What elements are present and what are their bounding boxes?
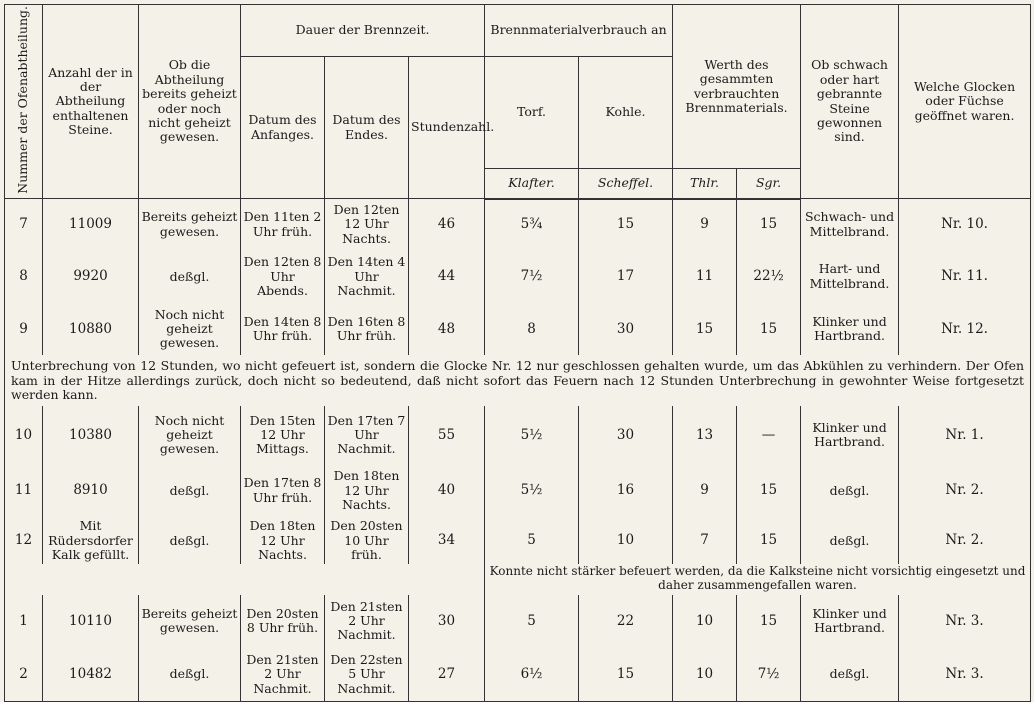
header-burn-quality: Ob schwach oder hart gebrannte Steine gewonnen sind.: [801, 5, 899, 199]
header-duration: Dauer der Brennzeit.: [241, 5, 485, 57]
end-date: Den 17ten 7 Uhr Nachmit.: [325, 406, 409, 464]
peat-amount: 6½: [485, 648, 579, 702]
stone-count: 10380: [43, 406, 139, 464]
bell-number: Nr. 3.: [899, 595, 1031, 649]
limestone-note: Konnte nicht stärker befeuert werden, da die Kalksteine nicht vorsichtig eingesetzt und daher zusammengefallen waren.: [485, 564, 1031, 594]
heated-status: Bereits geheizt gewesen.: [139, 595, 241, 649]
header-peat: Torf.: [485, 57, 579, 169]
header-hours: Stundenzahl.: [409, 57, 485, 199]
stone-count: 10482: [43, 648, 139, 702]
start-date: Den 17ten 8 Uhr früh.: [241, 464, 325, 518]
interruption-note: Unterbrechung von 12 Stunden, wo nicht gefeuert ist, sondern die Glocke Nr. 12 nur geschlossen gehalten wurde, um das Abkühlen zu verhindern. Der Ofen kam in der Hitze allerdings zurück, doch nicht so bedeutend, daß nicht sofort das Feuern nach 12 Stunden Unterbrechung in gewohnter Weise fortgesetzt werden kann.: [5, 355, 1031, 406]
oven-number: 10: [5, 406, 43, 464]
header-fuel: Brennmaterialverbrauch an: [485, 5, 673, 57]
peat-amount: 5: [485, 595, 579, 649]
burn-quality: deßgl.: [801, 518, 899, 564]
oven-number: 7: [5, 199, 43, 250]
value-thlr: 13: [673, 406, 737, 464]
heated-status: deßgl.: [139, 464, 241, 518]
stone-count: Mit Rüdersdorfer Kalk gefüllt.: [43, 518, 139, 564]
value-sgr: 15: [737, 518, 801, 564]
header-start-date: Datum des Anfanges.: [241, 57, 325, 199]
hours: 40: [409, 464, 485, 518]
end-date: Den 21sten 2 Uhr Nachmit.: [325, 595, 409, 649]
burn-quality: Schwach- und Mittelbrand.: [801, 199, 899, 250]
value-thlr: 11: [673, 250, 737, 304]
coal-amount: 15: [579, 648, 673, 702]
end-date: Den 16ten 8 Uhr früh.: [325, 304, 409, 355]
start-date: Den 15ten 12 Uhr Mittags.: [241, 406, 325, 464]
table-row: [5, 304, 1031, 355]
bell-number: Nr. 1.: [899, 406, 1031, 464]
hours: 27: [409, 648, 485, 702]
oven-number: 12: [5, 518, 43, 564]
bell-number: Nr. 12.: [899, 304, 1031, 355]
oven-number: 9: [5, 304, 43, 355]
value-sgr: 15: [737, 199, 801, 250]
oven-number: 11: [5, 464, 43, 518]
value-thlr: 7: [673, 518, 737, 564]
hours: 34: [409, 518, 485, 564]
value-sgr: 15: [737, 595, 801, 649]
heated-status: deßgl.: [139, 648, 241, 702]
value-thlr: 9: [673, 464, 737, 518]
table-row: [5, 464, 1031, 518]
coal-amount: 30: [579, 406, 673, 464]
peat-amount: 7½: [485, 250, 579, 304]
oven-number: 1: [5, 595, 43, 649]
coal-amount: 17: [579, 250, 673, 304]
value-sgr: —: [737, 406, 801, 464]
burn-quality: Hart- und Mittelbrand.: [801, 250, 899, 304]
header-oven-number: Nummer der Ofenabtheilung.: [5, 5, 43, 199]
stone-count: 10880: [43, 304, 139, 355]
value-thlr: 10: [673, 595, 737, 649]
coal-amount: 30: [579, 304, 673, 355]
value-thlr: 15: [673, 304, 737, 355]
coal-amount: 16: [579, 464, 673, 518]
bell-number: Nr. 3.: [899, 648, 1031, 702]
burn-quality: Klinker und Hartbrand.: [801, 304, 899, 355]
coal-amount: 22: [579, 595, 673, 649]
end-date: Den 22sten 5 Uhr Nachmit.: [325, 648, 409, 702]
value-sgr: 7½: [737, 648, 801, 702]
header-end-date: Datum des Endes.: [325, 57, 409, 199]
peat-amount: 5: [485, 518, 579, 564]
header-coal-unit: Scheffel.: [579, 169, 673, 199]
header-thlr: Thlr.: [673, 169, 737, 199]
hours: 30: [409, 595, 485, 649]
heated-status: Noch nicht geheizt gewesen.: [139, 304, 241, 355]
hours: 46: [409, 199, 485, 250]
header-coal: Kohle.: [579, 57, 673, 169]
start-date: Den 20sten 8 Uhr früh.: [241, 595, 325, 649]
start-date: Den 12ten 8 Uhr Abends.: [241, 250, 325, 304]
table-row: [5, 406, 1031, 464]
end-date: Den 20sten 10 Uhr früh.: [325, 518, 409, 564]
start-date: Den 21sten 2 Uhr Nachmit.: [241, 648, 325, 702]
header-bells: Welche Glocken oder Füchse geöffnet waren.: [899, 5, 1031, 199]
header-sgr: Sgr.: [737, 169, 801, 199]
peat-amount: 5½: [485, 406, 579, 464]
peat-amount: 5½: [485, 464, 579, 518]
table-row: [5, 595, 1031, 649]
oven-number: 2: [5, 648, 43, 702]
value-sgr: 15: [737, 464, 801, 518]
bell-number: Nr. 2.: [899, 518, 1031, 564]
bell-number: Nr. 2.: [899, 464, 1031, 518]
bell-number: Nr. 10.: [899, 199, 1031, 250]
hours: 48: [409, 304, 485, 355]
oven-number: 8: [5, 250, 43, 304]
value-sgr: 15: [737, 304, 801, 355]
coal-amount: 10: [579, 518, 673, 564]
header-heated-status: Ob die Abtheilung bereits geheizt oder noch nicht geheizt gewesen.: [139, 5, 241, 199]
limestone-note-spacer: [5, 564, 485, 594]
table-row: [5, 250, 1031, 304]
table-row: [5, 648, 1031, 702]
end-date: Den 12ten 12 Uhr Nachts.: [325, 199, 409, 250]
table-row: [5, 518, 1031, 564]
burn-quality: Klinker und Hartbrand.: [801, 406, 899, 464]
start-date: Den 14ten 8 Uhr früh.: [241, 304, 325, 355]
value-sgr: 22½: [737, 250, 801, 304]
limestone-note-row: [5, 564, 1031, 594]
stone-count: 8910: [43, 464, 139, 518]
stone-count: 11009: [43, 199, 139, 250]
header-value: Werth des gesammten verbrauchten Brennmaterials.: [673, 5, 801, 169]
heated-status: Noch nicht geheizt gewesen.: [139, 406, 241, 464]
value-thlr: 9: [673, 199, 737, 250]
heated-status: Bereits geheizt gewesen.: [139, 199, 241, 250]
hours: 55: [409, 406, 485, 464]
peat-amount: 8: [485, 304, 579, 355]
start-date: Den 18ten 12 Uhr Nachts.: [241, 518, 325, 564]
header-stone-count: Anzahl der in der Abtheilung enthaltenen Steine.: [43, 5, 139, 199]
coal-amount: 15: [579, 199, 673, 250]
table-row: [5, 199, 1031, 250]
interruption-note-row: [5, 355, 1031, 406]
value-thlr: 10: [673, 648, 737, 702]
stone-count: 10110: [43, 595, 139, 649]
end-date: Den 14ten 4 Uhr Nachmit.: [325, 250, 409, 304]
peat-amount: 5¾: [485, 199, 579, 250]
brick-kiln-firing-table: [4, 4, 1031, 702]
start-date: Den 11ten 2 Uhr früh.: [241, 199, 325, 250]
end-date: Den 18ten 12 Uhr Nachts.: [325, 464, 409, 518]
heated-status: deßgl.: [139, 250, 241, 304]
burn-quality: deßgl.: [801, 648, 899, 702]
heated-status: deßgl.: [139, 518, 241, 564]
burn-quality: deßgl.: [801, 464, 899, 518]
header-peat-unit: Klafter.: [485, 169, 579, 199]
burn-quality: Klinker und Hartbrand.: [801, 595, 899, 649]
hours: 44: [409, 250, 485, 304]
stone-count: 9920: [43, 250, 139, 304]
bell-number: Nr. 11.: [899, 250, 1031, 304]
